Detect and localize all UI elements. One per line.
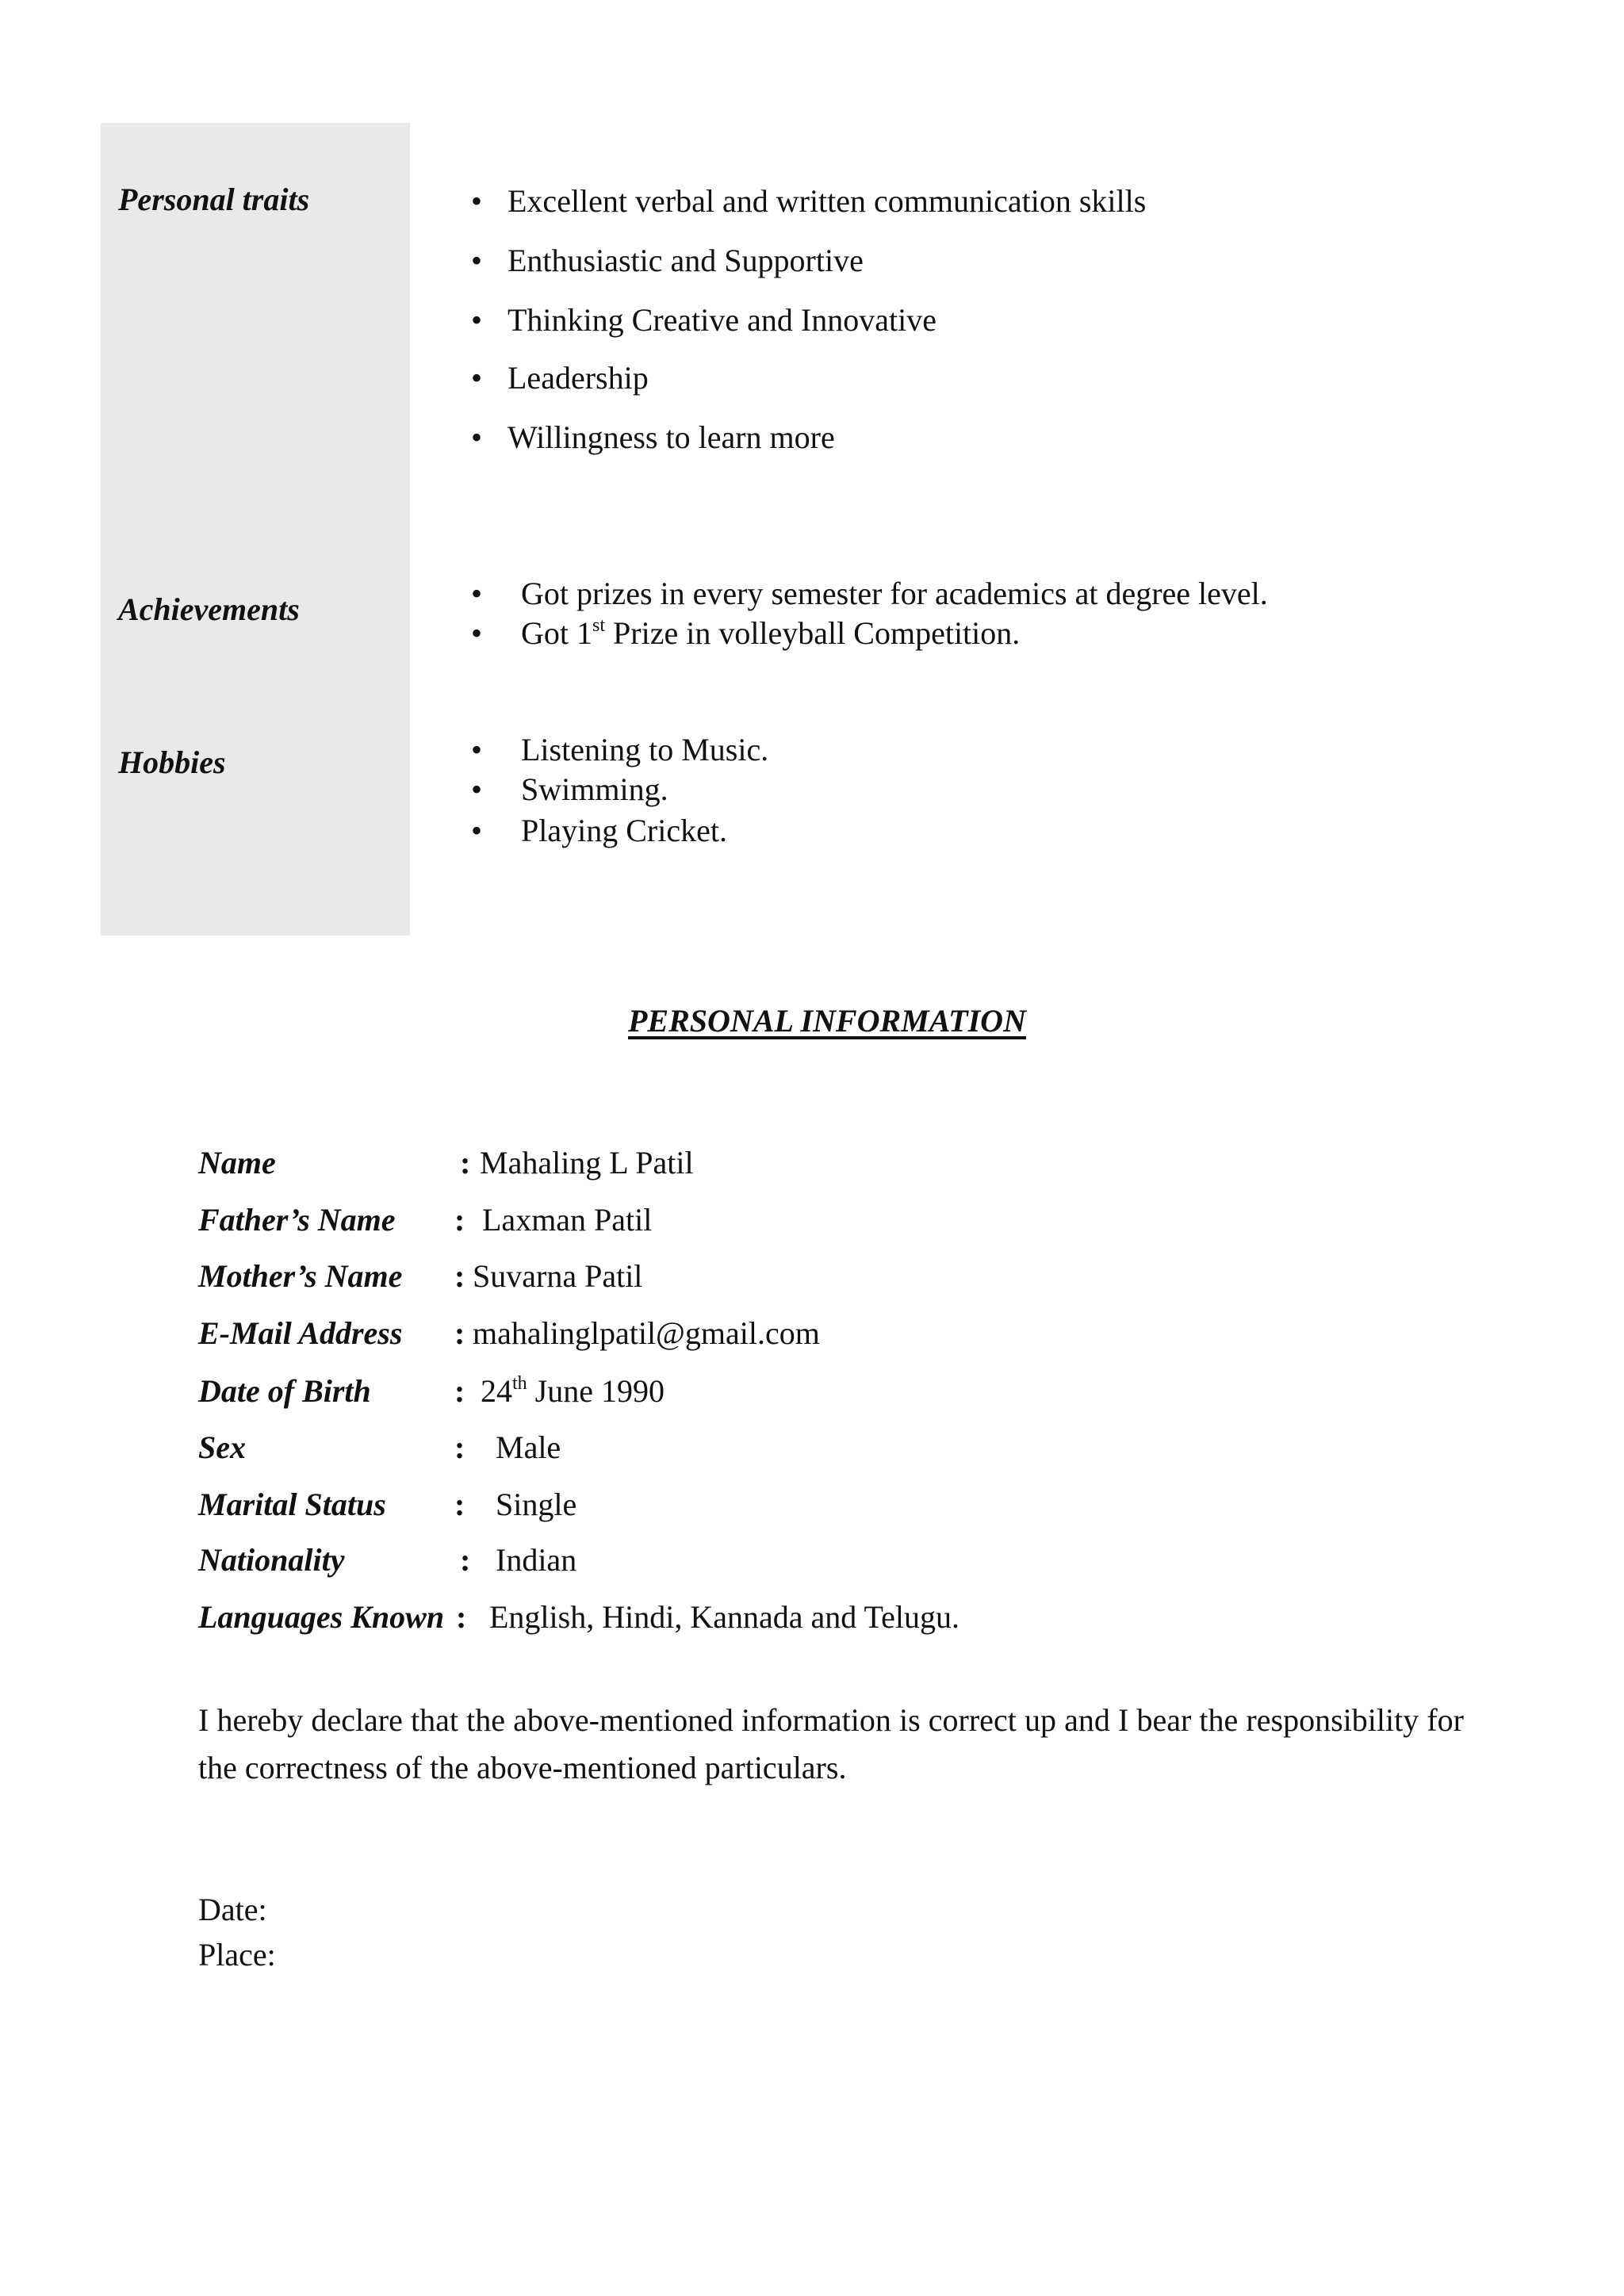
info-row-mothers-name	[0, 1257, 1624, 1305]
field-label: Name	[198, 1145, 276, 1181]
info-row-fathers-name	[0, 1201, 1624, 1249]
list-item: • Enthusiastic and Supportive	[471, 243, 864, 278]
field-colon: :	[454, 1487, 465, 1522]
field-colon: :	[460, 1542, 471, 1578]
list-item: • Swimming.	[471, 771, 668, 807]
email-value: mahalinglpatil@gmail.com	[473, 1315, 820, 1351]
field-value: Male	[496, 1429, 561, 1465]
field-label: E-Mail Address	[198, 1315, 403, 1351]
list-item: • Listening to Music.	[471, 732, 769, 767]
date-label: Date:	[198, 1892, 267, 1927]
field-value: Mahaling L Patil	[480, 1145, 694, 1181]
info-row-nationality	[0, 1541, 1624, 1589]
bullet-icon: •	[471, 360, 483, 396]
field-colon: :	[454, 1202, 465, 1238]
bullet-icon: •	[471, 419, 483, 455]
field-colon: :	[454, 1315, 465, 1351]
declaration-text: I hereby declare that the above-mentioned information is correct up and I bear the responsibility for the correctness of the above-mentioned particulars.	[198, 1702, 1464, 1785]
list-item: • Got 1st Prize in volleyball Competition.	[471, 615, 1021, 651]
sidebar-panel	[101, 123, 410, 936]
place-label: Place:	[198, 1937, 276, 1973]
list-item: • Got prizes in every semester for academics at degree level.	[471, 576, 1268, 611]
personal-traits-label: Personal traits	[118, 182, 310, 217]
hobbies-label: Hobbies	[118, 744, 226, 780]
achievements-label: Achievements	[118, 591, 300, 627]
personal-information-heading: PERSONAL INFORMATION	[628, 1003, 1026, 1039]
list-item: • Thinking Creative and Innovative	[471, 302, 936, 338]
field-colon: :	[454, 1429, 465, 1465]
field-colon: :	[454, 1373, 465, 1409]
info-row-languages	[0, 1598, 1624, 1646]
bullet-icon: •	[471, 302, 483, 338]
info-row-marital-status	[0, 1486, 1624, 1533]
bullet-icon: •	[471, 183, 483, 219]
field-value: Laxman Patil	[482, 1202, 653, 1238]
field-colon: :	[454, 1258, 465, 1294]
field-value: Suvarna Patil	[473, 1258, 643, 1294]
field-label: Nationality	[198, 1542, 345, 1578]
bullet-icon: •	[471, 732, 483, 767]
bullet-icon: •	[471, 813, 483, 848]
bullet-icon: •	[471, 615, 483, 651]
field-colon: :	[456, 1599, 467, 1635]
bullet-icon: •	[471, 771, 483, 807]
list-item: • Playing Cricket.	[471, 813, 727, 848]
info-row-date-of-birth	[0, 1372, 1624, 1420]
field-value: Single	[496, 1487, 577, 1522]
field-label: Father’s Name	[198, 1202, 396, 1238]
field-label: Mother’s Name	[198, 1258, 403, 1294]
field-value: 24th June 1990	[481, 1373, 665, 1409]
info-row-sex	[0, 1429, 1624, 1476]
field-label: Date of Birth	[198, 1373, 371, 1409]
list-item: • Excellent verbal and written communication skills	[471, 183, 1147, 219]
info-row-name	[0, 1144, 1624, 1192]
list-item: • Leadership	[471, 360, 649, 396]
bullet-icon: •	[471, 243, 483, 278]
field-label: Sex	[198, 1429, 246, 1465]
field-colon: :	[460, 1145, 471, 1181]
field-label: Marital Status	[198, 1487, 386, 1522]
field-label: Languages Known	[198, 1599, 445, 1635]
info-row-email	[0, 1314, 1624, 1362]
field-value: Indian	[496, 1542, 577, 1578]
field-value: English, Hindi, Kannada and Telugu.	[489, 1599, 960, 1635]
list-item: • Willingness to learn more	[471, 419, 835, 455]
bullet-icon: •	[471, 576, 483, 611]
